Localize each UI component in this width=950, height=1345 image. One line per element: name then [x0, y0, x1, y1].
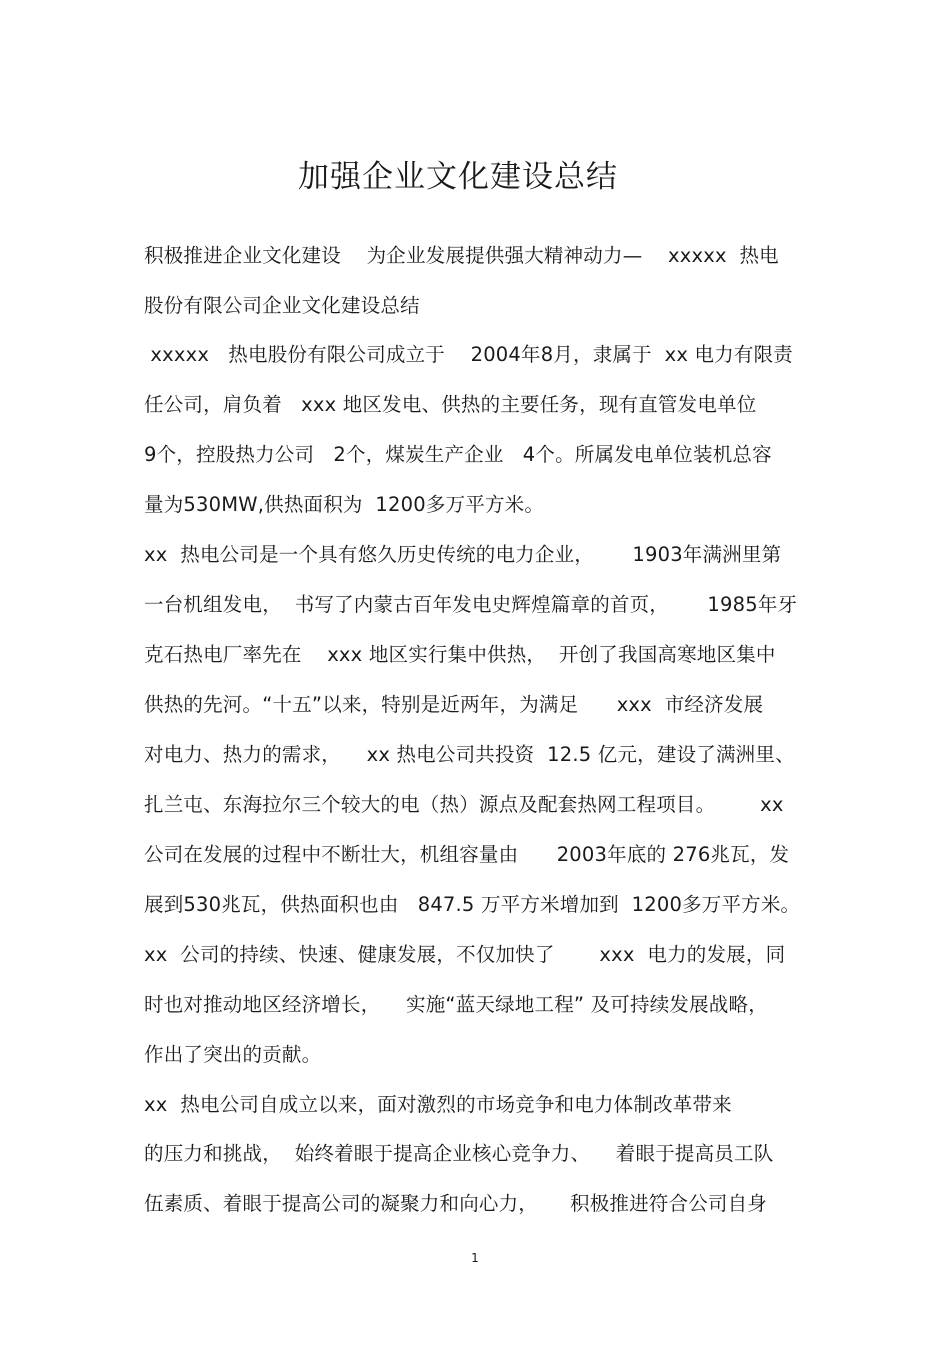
- page-number: 1: [471, 1251, 479, 1265]
- text-line: xx 热电公司自成立以来，面对激烈的市场竞争和电力体制改革带来: [144, 1093, 732, 1116]
- text-line: 展到530兆瓦，供热面积也由 847.5 万平方米增加到 1200多万平方米。: [144, 893, 801, 916]
- text-line: xx 热电公司是一个具有悠久历史传统的电力企业， 1903年满洲里第: [144, 543, 782, 566]
- text-line: 股份有限公司企业文化建设总结: [144, 294, 420, 317]
- text-line: 积极推进企业文化建设 为企业发展提供强大精神动力— xxxxx 热电: [144, 244, 779, 267]
- text-line: 任公司，肩负着 xxx 地区发电、供热的主要任务，现有直管发电单位: [144, 393, 757, 416]
- text-line: 对电力、热力的需求， xx 热电公司共投资 12.5 亿元，建设了满洲里、: [144, 743, 795, 766]
- document-title: 加强企业文化建设总结: [298, 159, 618, 195]
- text-line: xx 公司的持续、快速、健康发展，不仅加快了 xxx 电力的发展，同: [144, 943, 786, 966]
- text-line: 一台机组发电， 书写了内蒙古百年发电史辉煌篇章的首页， 1985年牙: [144, 593, 798, 616]
- text-line: 公司在发展的过程中不断壮大，机组容量由 2003年底的 276兆瓦，发: [144, 843, 790, 866]
- text-line: 9个，控股热力公司 2个，煤炭生产企业 4个。所属发电单位装机总容: [144, 443, 772, 466]
- text-line: 时也对推动地区经济增长， 实施“蓝天绿地工程” 及可持续发展战略，: [144, 993, 768, 1016]
- text-line: 量为530MW,供热面积为 1200多万平方米。: [144, 493, 545, 516]
- text-line: xxxxx 热电股份有限公司成立于 2004年8月，隶属于 xx 电力有限责: [144, 343, 793, 366]
- text-line: 供热的先河。“十五”以来，特别是近两年，为满足 xxx 市经济发展: [144, 693, 764, 716]
- text-line: 作出了突出的贡献。: [144, 1043, 322, 1066]
- text-line: 克石热电厂率先在 xxx 地区实行集中供热， 开创了我国高寒地区集中: [144, 643, 776, 666]
- text-line: 的压力和挑战， 始终着眼于提高企业核心竞争力、 着眼于提高员工队: [144, 1142, 774, 1165]
- text-line: 伍素质、着眼于提高公司的凝聚力和向心力， 积极推进符合公司自身: [144, 1192, 767, 1215]
- text-line: 扎兰屯、东海拉尔三个较大的电（热）源点及配套热网工程项目。 xx: [144, 793, 784, 816]
